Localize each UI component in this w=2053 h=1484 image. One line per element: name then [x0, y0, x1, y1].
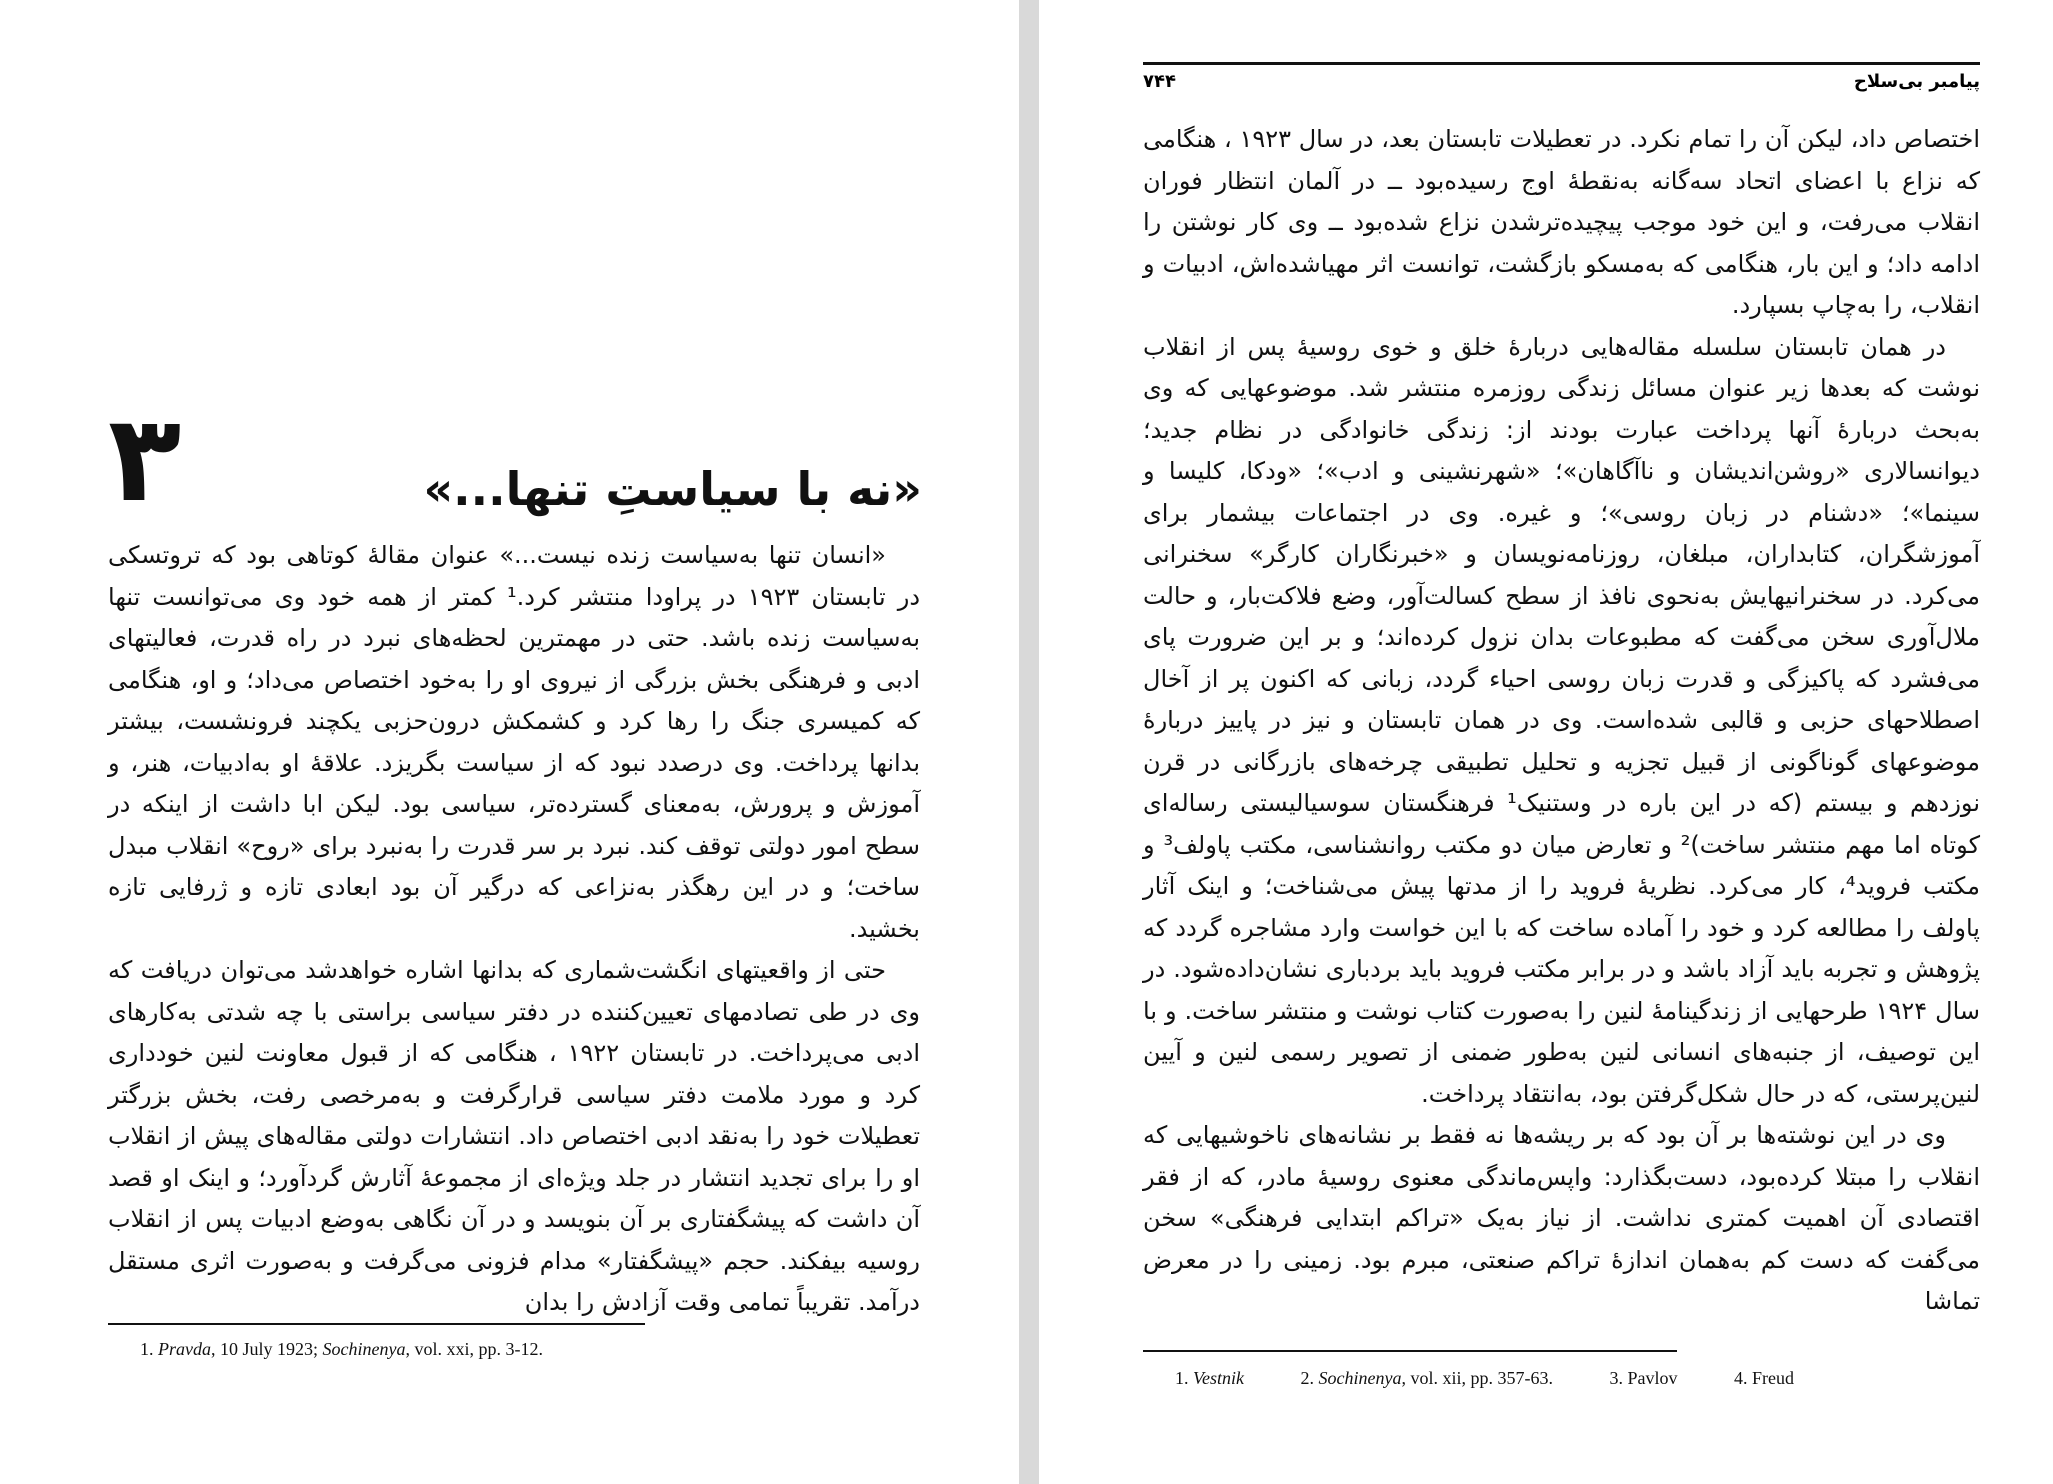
running-head-title: پیامبر بی‌سلاح [1853, 71, 1980, 92]
footnote-work: Sochinenya [322, 1339, 406, 1359]
footnote-number: 2. [1300, 1368, 1314, 1388]
paragraph: حتی از واقعیتهای انگشت‌شماری که بدانها اشاره خواهدشد می‌توان دریافت که وی در طی تصادمهای تعیین‌کننده در دفتر سیاسی براستی با چه شدتی به‌کارهای ادبی می‌پرداخت. در تابستان ۱۹۲۲ ، هنگامی که از قبول معاونت لنین خودداری کرد و مورد ملامت دفتر سیاسی قرارگرفت و به‌مرخصی رفت، بخش بزرگتر تعطیلات خود را به‌نقد ادبی اختصاص داد. انتشارات دولتی مقاله‌های پیش از انقلاب او را برای تجدید انتشار در جلد ویژه‌ای از مجموعهٔ آثارش گردآورد؛ و اینک او قصد آن داشت که پیشگفتاری بر آن بنویسد و در آن نگاهی به‌وضع ادبیات پس از انقلاب روسیه بیفکند. حجم «پیشگفتار» مدام فزونی می‌گرفت و به‌صورت اثری مستقل درآمد. تقریباً تمامی وقت آزادش را بدان [108, 956, 920, 1316]
chapter-title: «نه با سیاستِ تنها...» [423, 462, 922, 516]
footnote-rule [1143, 1350, 1677, 1352]
footnote-text: Freud [1751, 1368, 1794, 1388]
footnote-text: Vestnik [1193, 1368, 1244, 1388]
footnote-3 [1609, 1368, 1677, 1389]
footnote-source: Pravda [158, 1339, 211, 1359]
footnote-1 [1175, 1368, 1244, 1389]
page-gutter [1019, 0, 1039, 1484]
paragraph: «انسان تنها به‌سیاست زنده نیست...» عنوان مقالهٔ کوتاهی بود که تروتسکی در تابستان ۱۹۲۳ در پراودا منتشر کرد.¹ کمتر از همه خود وی می‌توانست تنها به‌سیاست زنده باشد. حتی در مهمترین لحظه‌های نبرد در راه قدرت، فعالیتهای ادبی و فرهنگی بخش بزرگی از نیروی او را به‌خود اختصاص می‌داد؛ و او، هنگامی که کمیسری جنگ را رها کرد و کشمکش درون‌حزبی یکچند فرونشست، بیشتر بدانها پرداخت. وی درصدد نبود که از سیاست بگریزد. علاقهٔ او به‌ادبیات، هنر، و آموزش و پرورش، به‌معنای گسترده‌تر، سیاسی بود. لیکن ابا داشت از اینکه در سطح امور دولتی توقف کند. نبرد بر سر قدرت را به‌نبرد برای «روح» انقلاب مبدل ساخت؛ و در این رهگذر به‌نزاعی که درگیر آن بود ابعادی تازه و ژرفایی تازه بخشید. [108, 541, 921, 943]
right-page [1039, 0, 2053, 1484]
right-footnotes [1175, 1368, 1846, 1389]
running-head [1143, 62, 1980, 101]
footnote-text: Sochinenya [1318, 1368, 1402, 1388]
footnote-rest: , vol. xii, pp. 357-63. [1401, 1368, 1553, 1388]
footnote-2 [1301, 1368, 1553, 1389]
footnote-number: 1. [1175, 1368, 1189, 1388]
paragraph: در همان تابستان سلسله مقاله‌هایی دربارهٔ خلق و خوی روسیهٔ پس از انقلاب نوشت که بعدها زیر عنوان مسائل زندگی روزمره منتشر شد. موضوعهایی که وی به‌بحث دربارهٔ آنها پرداخت عبارت بودند از: زندگی خانوادگی در نظام جدید؛ دیوانسالاری «روشن‌اندیشان و ناآگاهان»؛ «شهرنشینی و ادب»؛ «ودکا، کلیسا و سینما»؛ «دشنام در زبان روسی»؛ و غیره. وی در اجتماعات بیشمار برای آموزشگران، کتابداران، مبلغان، روزنامه‌نویسان و «خبرنگاران کارگر» سخنرانی می‌کرد. در سخنرانیهایش به‌نحوی نافذ از سطح کسالت‌آور، وضع فلاکت‌بار، و حالت ملال‌آوری سخن می‌گفت که مطبوعات بدان نزول کرده‌اند؛ و بر این ضرورت پای می‌فشرد که پاکیزگی و قدرت زبان روسی احیاء گردد، زبانی که اکنون پر از آخال اصطلاحهای حزبی و قالبی شده‌است. وی در همان تابستان و نیز در پاییز دربارهٔ موضوعهای گوناگونی از قبیل تجزیه و تحلیل تطبیقی چرخه‌های بازرگانی در قرن نوزدهم و بیستم (که در این باره در وستنیک¹ فرهنگستان سوسیالیستی رساله‌ای کوتاه اما مهم منتشر ساخت)² و تعارض میان دو مکتب روانشناسی، مکتب پاولف³ و مکتب فروید⁴، کار می‌کرد. نظریهٔ فروید را از مدتها پیش می‌شناخت؛ و اینک آثار پاولف را مطالعه کرد و خود را آماده ساخت که با این خواست وارد مشاجره گردد که پژوهش و تجربه باید آزاد باشد و در برابر مکتب فروید باید بردباری نشان‌داده‌شود. در سال ۱۹۲۴ طرحهایی از زندگینامهٔ لنین را به‌صورت کتاب نوشت و منتشر ساخت. و با این توصیف، از جنبه‌های انسانی لنین به‌طور ضمنی از تصویر رسمی لنین و آیین لنین‌پرستی، که در حال شکل‌گرفتن بود، به‌انتقاد پرداخت. [1143, 332, 1981, 1108]
footnote-1 [140, 1339, 543, 1360]
footnote-number: 1. [140, 1339, 154, 1359]
left-body-text [108, 535, 920, 1324]
footnote-detail: , 10 July 1923; [211, 1339, 323, 1359]
chapter-number: ۳ [108, 390, 182, 529]
footnote-number: 3. [1609, 1368, 1623, 1388]
paragraph: اختصاص داد، لیکن آن را تمام نکرد. در تعطیلات تابستان بعد، در سال ۱۹۲۳ ، هنگامی که نزاع با اعضای اتحاد سه‌گانه به‌نقطهٔ اوج رسیده‌بود ــ در آلمان انتظار فوران انقلاب می‌رفت، و این خود موجب پیچیده‌ترشدن نزاع شده‌بود ــ وی کار نوشتن را ادامه داد؛ و این بار، هنگامی که به‌مسکو بازگشت، توانست اثر مهیاشده‌اش، ادبیات و انقلاب، را به‌چاپ بسپارد. [1143, 125, 1981, 319]
footnote-text: Pavlov [1627, 1368, 1678, 1388]
footnote-rule [108, 1323, 645, 1325]
footnote-4 [1734, 1368, 1794, 1389]
right-body-text [1143, 119, 1980, 1323]
footnote-number: 4. [1733, 1368, 1748, 1388]
paragraph: وی در این نوشته‌ها بر آن بود که بر ریشه‌ها نه فقط بر نشانه‌های ناخوشیهایی که انقلاب را مبتلا کرده‌بود، دست‌بگذارد: واپس‌ماندگی معنوی روسیهٔ مادر، که از فقر اقتصادی آن اهمیت کمتری نداشت. از نیاز به‌یک «تراکم ابتدایی فرهنگی» سخن می‌گفت که دست کم به‌همان اندازهٔ تراکم صنعتی، مبرم بود. زمینی را در معرض تماشا [1143, 1121, 1980, 1315]
page-number: ۷۴۴ [1143, 71, 1176, 92]
footnote-ref: , vol. xxi, pp. 3-12. [405, 1339, 543, 1359]
left-footnotes [140, 1339, 595, 1360]
left-page [0, 0, 1019, 1484]
